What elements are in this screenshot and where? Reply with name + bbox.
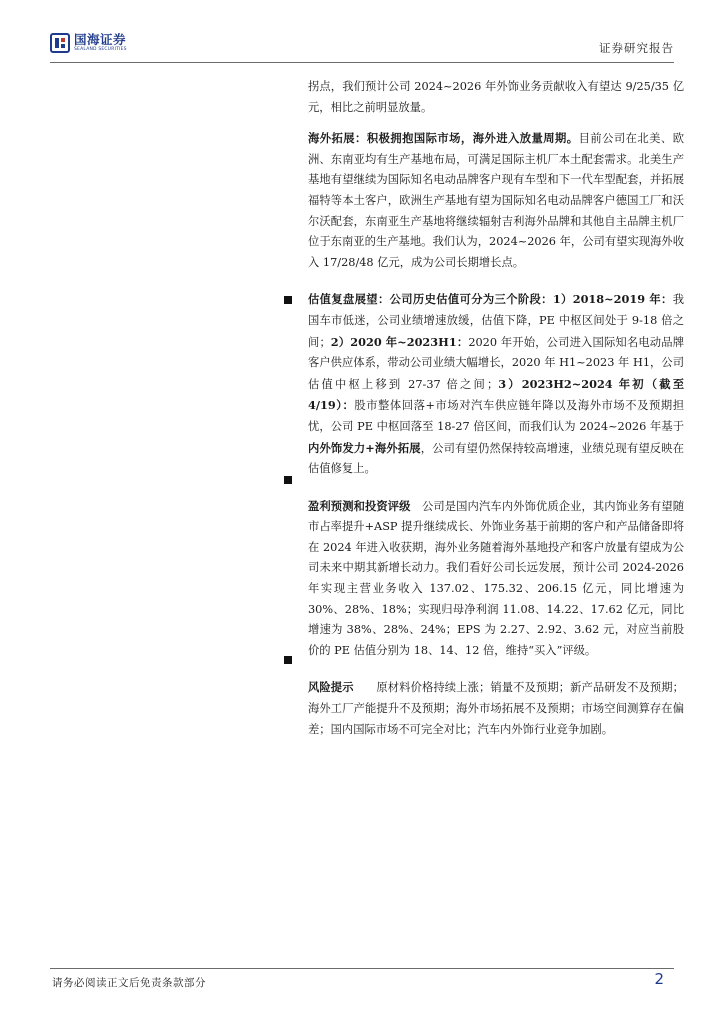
bullet-earnings — [284, 476, 292, 484]
paragraph-risk-warning — [308, 677, 684, 740]
paragraph-heading: 估值复盘展望：公司历史估值可分为三个阶段：1）2018~2019 年： — [308, 292, 673, 307]
logo-chinese-text: 国海证券 — [74, 32, 127, 47]
company-logo — [50, 30, 127, 56]
page-number: 2 — [654, 970, 664, 988]
paragraph-emphasis: 内外饰发力+海外拓展 — [308, 440, 421, 455]
page-header — [50, 30, 674, 64]
paragraph-text: 股市整体回落+市场对汽车供应链年降以及海外市场不及预期担忧，公司 PE 中枢回落至 18-27 倍区间，而我们认为 2024~2026 年基于 — [308, 399, 685, 433]
paragraph-subheading: 3）2023H2~2024 年初（截至 4/19）： — [308, 376, 685, 413]
paragraph-heading: 海外拓展：积极拥抱国际市场，海外进入放量周期。 — [308, 131, 579, 146]
logo-mark-icon — [50, 33, 70, 53]
paragraph-text: 拐点，我们预计公司 2024~2026 年外饰业务贡献收入有望达 9/25/35 亿元，相比之前明显放量。 — [308, 80, 684, 114]
paragraph-text: 目前公司在北美、欧洲、东南亚均有生产基地布局，可满足国际主机厂本土配套需求。北美生产基地有望继续为国际知名电动品牌客户现有车型和下一代车型配套，并拓展福特等本土客户，欧洲生产基地有望为国际知名电动品牌客户德国工厂和沃尔沃配套，东南亚生产基地将继续辐射吉利海外品牌和其他自主品牌主机厂位于东南亚的生产基地。我们认为，2024~2026 年，公司有望实现海外收入 17/28/48 亿元，成为公司长期增长点。 — [308, 132, 684, 269]
paragraph-earnings-forecast — [308, 496, 684, 662]
footer-disclaimer: 请务必阅读正文后免责条款部分 — [52, 977, 206, 989]
bullet-valuation — [284, 296, 292, 304]
footer-divider — [50, 968, 674, 969]
paragraph-text: ，公司有望仍然保持较高增速，业绩兑现有望反映在估值修复上。 — [308, 441, 684, 476]
paragraph-valuation-review — [308, 289, 684, 479]
paragraph-text: 我国车市低迷，公司业绩增速放缓，估值下降，PE 中枢区间处于 9-18 倍之间； — [308, 293, 684, 349]
paragraph-text: 2020 年开始，公司进入国际知名电动品牌客户供应体系，带动公司业绩大幅增长，2020 年 H1~2023 年 H1，公司估值中枢上移到 27-37 倍之间； — [308, 335, 684, 391]
paragraph-heading: 盈利预测和投资评级 — [308, 498, 411, 513]
paragraph-text: 原材料价格持续上涨；销量不及预期；新产品研发不及预期；海外工厂产能提升不及预期；海外市场拓展不及预期；市场空间测算存在偏差；国内国际市场不可完全对比；汽车内外饰行业竞争加剧。 — [308, 681, 684, 736]
report-type-label: 证券研究报告 — [599, 41, 674, 55]
header-divider — [50, 62, 674, 63]
paragraph-text: 公司是国内汽车内外饰优质企业，其内饰业务有望随市占率提升+ASP 提升继续成长、外饰业务基于前期的客户和产品储备即将在 2024 年进入收获期，海外业务随着海外基地投产和客户放量有望成为公司未来中期其新增长动力。我们看好公司长远发展，预计公司 2024-2026 年实现主营业务收入 137.02、175.32、206.15 亿元，同比增速为 30%、28%、18%；实现归母净利润 11.08、14.22、17.62 亿元，同比增速为 38%、28%、24%；EPS 为 2.27、2.92、3.62 元，对应当前股价的 PE 估值分别为 18、14、12 倍，维持“买入”评级。 — [308, 499, 684, 657]
paragraph-heading: 风险提示 — [308, 680, 354, 695]
logo-english-text: SEALAND SECURITIES — [74, 47, 127, 52]
paragraph-exterior-trim — [308, 77, 684, 118]
bullet-risk — [284, 656, 292, 664]
paragraph-overseas-expansion — [308, 128, 684, 273]
main-content — [308, 77, 684, 740]
paragraph-subheading: 2）2020 年~2023H1： — [330, 334, 469, 349]
